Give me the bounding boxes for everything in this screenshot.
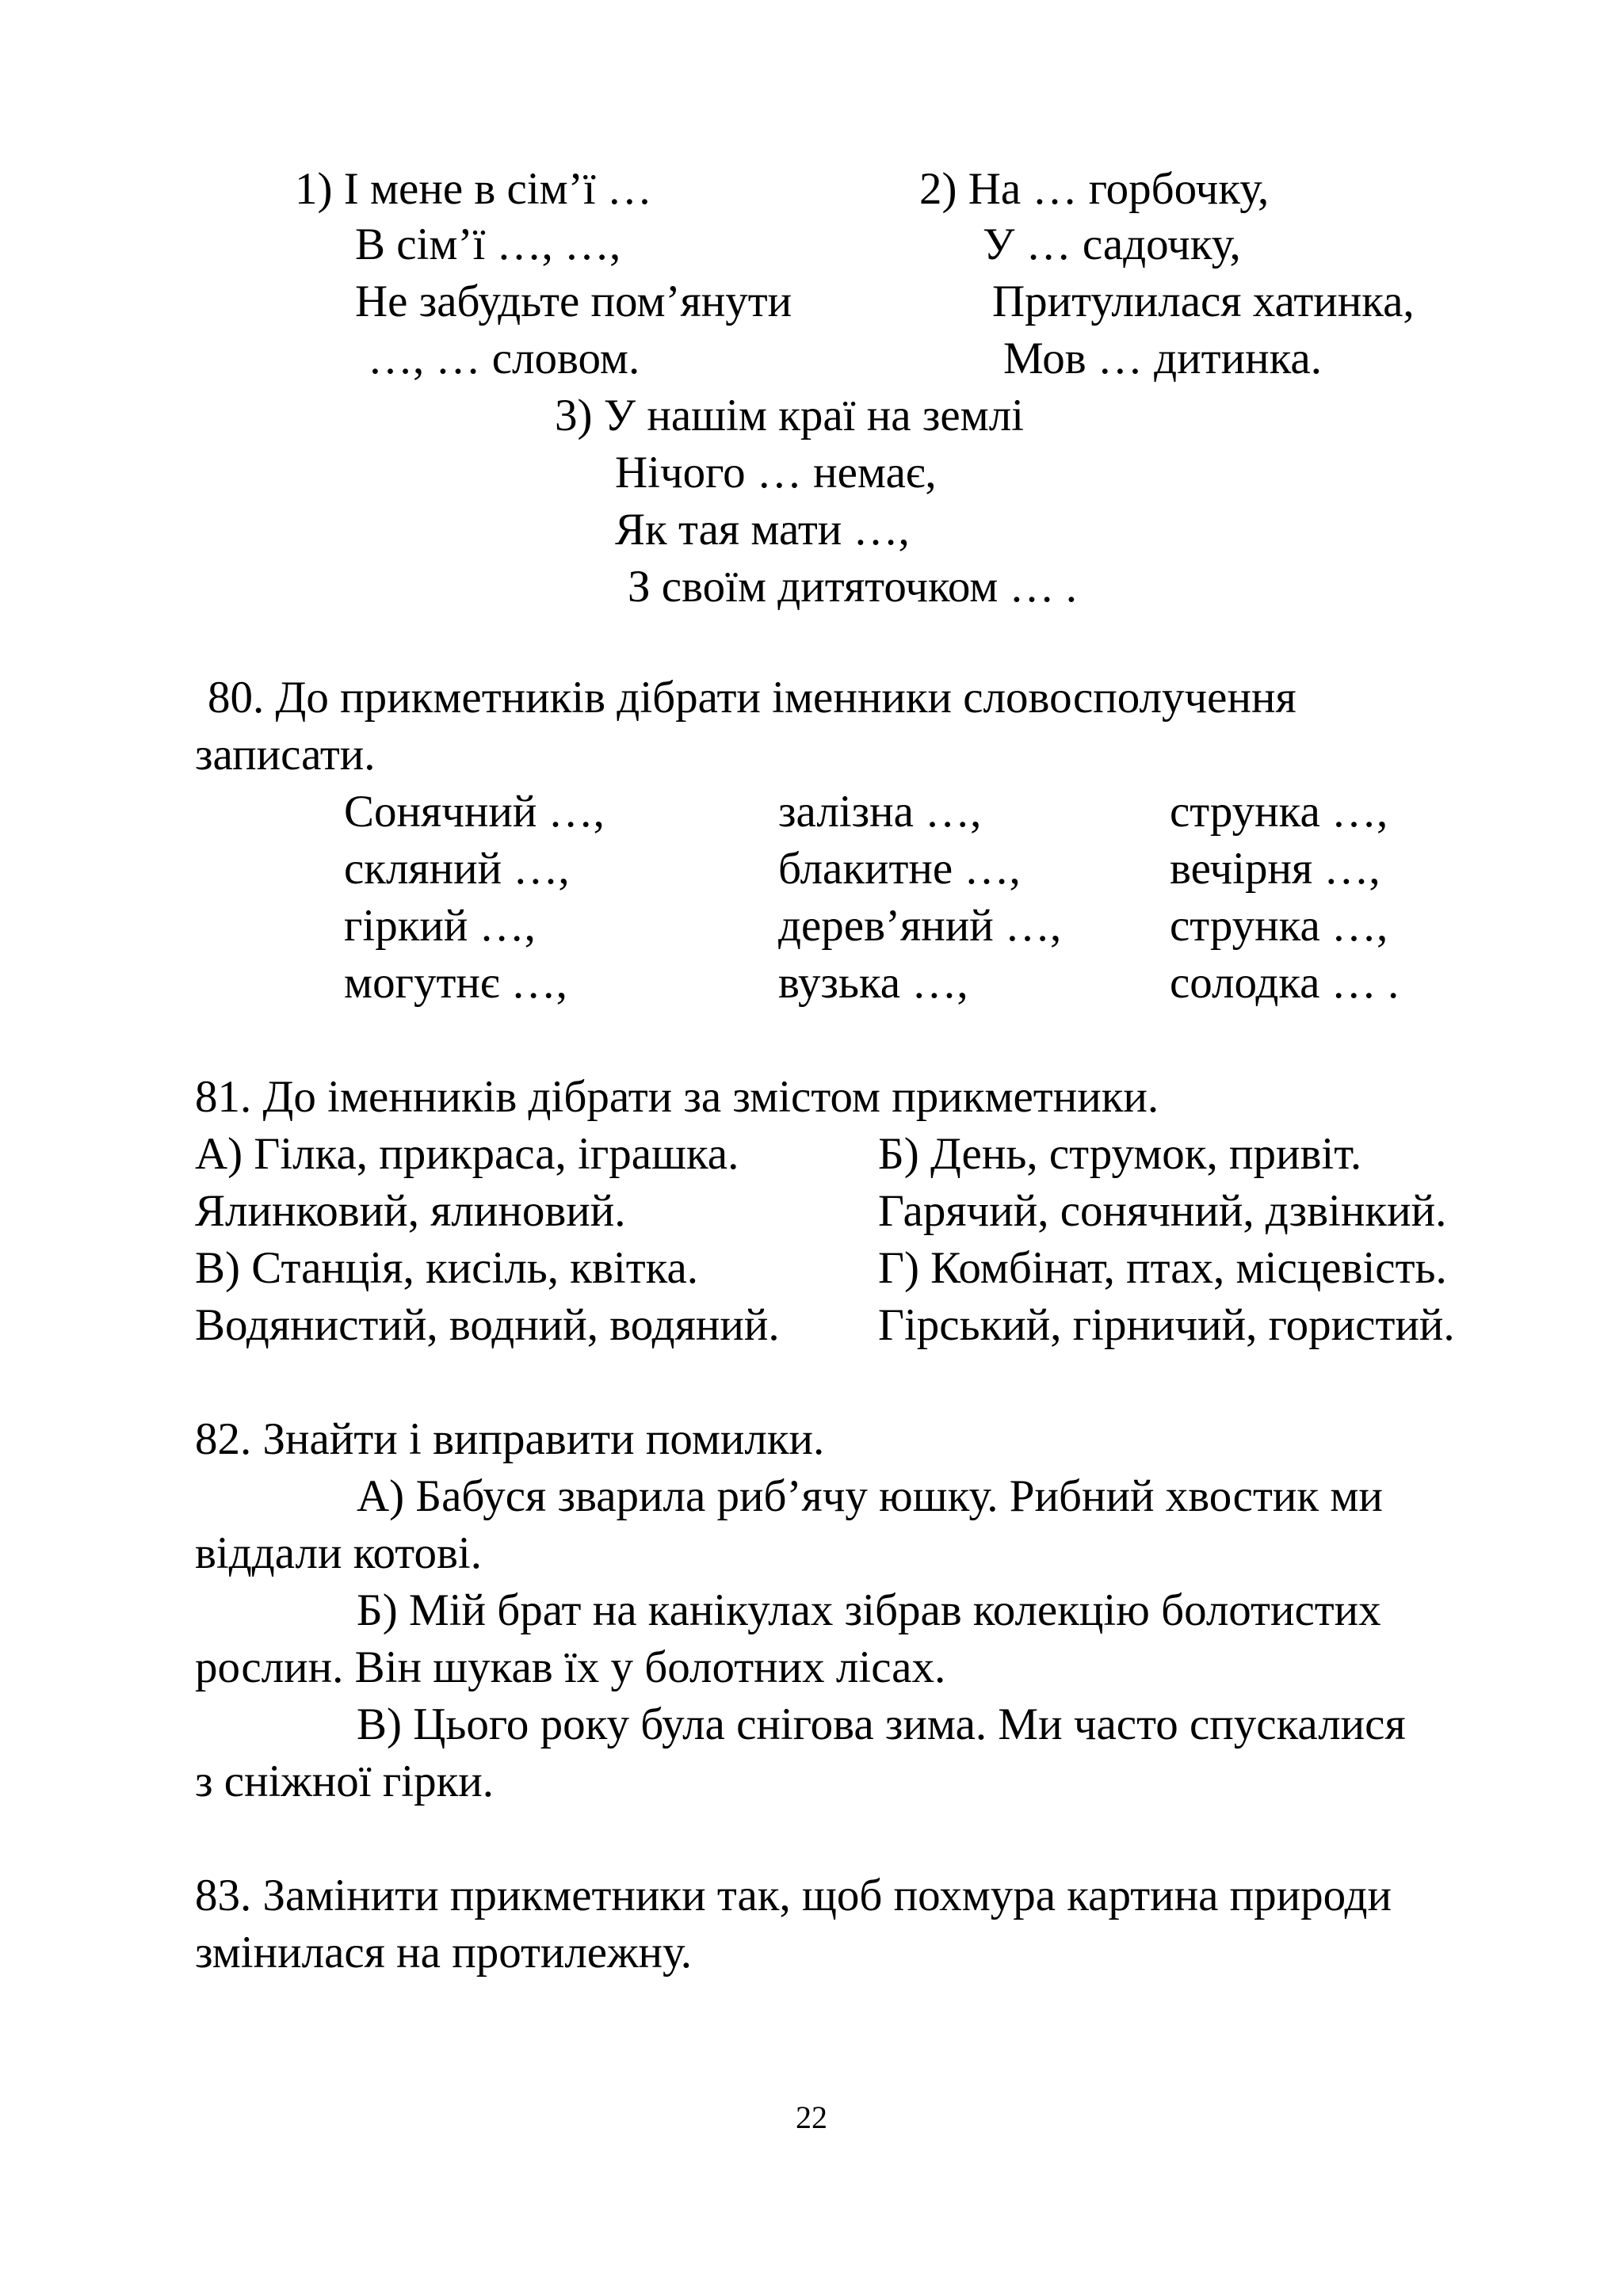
- ex83-line2: змінилася на протилежну.: [195, 1928, 693, 1978]
- ex82-c-line1: В) Цього року була снігова зима. Ми часто спускалися: [357, 1699, 1406, 1749]
- ex80-col1-item: могутнє …,: [344, 958, 567, 1008]
- ex82-b-line1: Б) Мій брат на канікулах зібрав колекцію болотистих: [357, 1585, 1381, 1635]
- ex80-col2-item: залізна …,: [778, 787, 982, 837]
- ex81-right-line: Гарячий, сонячний, дзвінкий.: [878, 1186, 1447, 1236]
- ex81-left-line: А) Гілка, прикраса, іграшка.: [195, 1129, 739, 1179]
- poem1-line2: В сім’ї …, …,: [355, 219, 621, 269]
- ex82-b-line2: рослин. Він шукав їх у болотних лісах.: [195, 1642, 946, 1692]
- poem3-line2: Нічого … немає,: [615, 448, 937, 498]
- ex80-col2-item: вузька …,: [778, 958, 968, 1008]
- ex80-col3-item: струнка …,: [1170, 787, 1388, 837]
- poem3-line4: З своїм дитяточком … .: [628, 562, 1078, 612]
- ex82-a-line1: А) Бабуся зварила риб’ячу юшку. Рибний хвостик ми: [357, 1471, 1383, 1521]
- ex81-task: 81. До іменників дібрати за змістом прикметники.: [195, 1072, 1159, 1122]
- poem3-line1: 3) У нашім краї на землі: [555, 391, 1024, 441]
- poem2-line2: У … садочку,: [983, 219, 1241, 269]
- ex80-task-line1: 80. До прикметників дібрати іменники словосполучення: [208, 673, 1296, 723]
- ex81-left-line: Ялинковий, ялиновий.: [195, 1186, 626, 1236]
- ex82-task: 82. Знайти і виправити помилки.: [195, 1414, 825, 1464]
- page-number: 22: [796, 2100, 827, 2135]
- ex80-col3-item: вечірня …,: [1170, 844, 1381, 894]
- ex80-col2-item: блакитне …,: [778, 844, 1021, 894]
- ex82-c-line2: з сніжної гірки.: [195, 1756, 495, 1806]
- ex80-col2-item: дерев’яний …,: [778, 901, 1062, 951]
- ex83-line1: 83. Замінити прикметники так, щоб похмура картина природи: [195, 1871, 1392, 1920]
- ex80-task-line2: записати.: [195, 730, 376, 780]
- poem3-line3: Як тая мати …,: [615, 505, 910, 555]
- ex80-col1-item: гіркий …,: [344, 901, 536, 951]
- ex80-col3-item: солодка … .: [1170, 958, 1400, 1008]
- ex81-left-line: В) Станція, кисіль, квітка.: [195, 1243, 698, 1293]
- ex81-right-line: Г) Комбінат, птах, місцевість.: [878, 1243, 1447, 1293]
- ex80-col1-item: скляний …,: [344, 844, 570, 894]
- poem1-line3: Не забудьте пом’янути: [355, 277, 792, 326]
- poem1-line4: …, … словом.: [368, 334, 640, 383]
- poem2-line3: Притулилася хатинка,: [992, 277, 1415, 326]
- ex82-a-line2: віддали котові.: [195, 1528, 482, 1578]
- ex81-right-line: Гірський, гірничий, гористий.: [878, 1300, 1455, 1350]
- poem2-line4: Мов … дитинка.: [1003, 334, 1322, 383]
- ex81-right-line: Б) День, струмок, привіт.: [878, 1129, 1362, 1179]
- ex80-col1-item: Сонячний …,: [344, 787, 605, 837]
- ex81-left-line: Водянистий, водний, водяний.: [195, 1300, 780, 1350]
- poem2-line1: 2) На … горбочку,: [919, 164, 1270, 214]
- ex80-col3-item: струнка …,: [1170, 901, 1388, 951]
- poem1-line1: 1) І мене в сім’ї …: [295, 164, 652, 214]
